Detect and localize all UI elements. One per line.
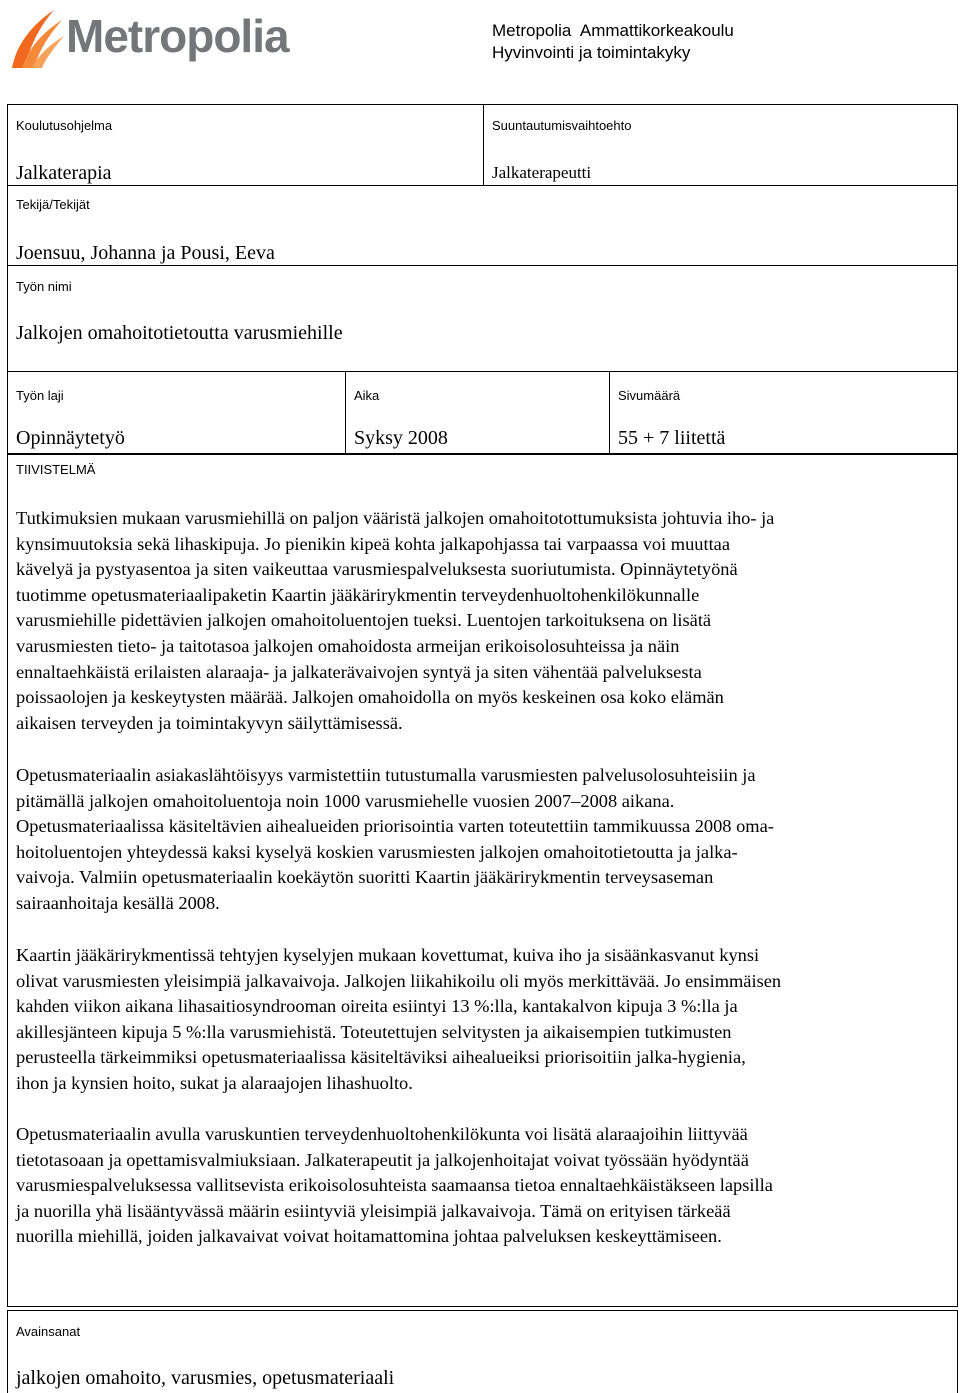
title-value: Jalkojen omahoitotietoutta varusmiehille	[16, 322, 343, 344]
abstract-line: Opetusmateriaalissa käsiteltävien aihealueiden priorisointia varten toteutettiin tammikuussa 2008 oma-	[16, 816, 774, 837]
abstract-section	[7, 455, 958, 1307]
metropolia-flame-icon	[8, 6, 66, 70]
abstract-line: Opetusmateriaalin avulla varuskuntien terveydenhuoltohenkilökunta voi lisätä alaraajoihin liittyvää	[16, 1124, 748, 1144]
abstract-line: kävelyä ja pystyasentoa ja siten vaikeuttaa varusmiespalveluksesta suoriutumista. Opinnäytetyönä	[16, 559, 738, 580]
abstract-paragraph	[16, 943, 946, 1097]
abstract-line: ja nuorilla yhä lisääntyvässä määrin esiintyviä yleisimpiä jalkavaivoja. Tämä on erityisen tärkeää	[16, 1200, 731, 1221]
pages-label: Sivumäärä	[618, 388, 681, 403]
degree-programme-value: Jalkaterapia	[16, 162, 112, 184]
abstract-paragraph	[16, 506, 946, 736]
type-value: Opinnäytetyö	[16, 427, 125, 449]
title-label: Työn nimi	[16, 279, 72, 294]
time-label: Aika	[354, 388, 380, 403]
specialisation-label: Suuntautumisvaihtoehto	[492, 118, 632, 133]
abstract-line: pitämällä jalkojen omahoitoluentoja noin 1000 varusmiehelle vuosien 2007–2008 aikana.	[16, 790, 675, 811]
time-value: Syksy 2008	[354, 427, 448, 449]
specialisation-cell	[483, 105, 957, 185]
abstract-line: vaivoja. Valmiin opetusmateriaalin koekäytön suoritti Kaartin jääkärirykmentin terveysaseman	[16, 867, 714, 888]
form-row-title	[8, 266, 957, 372]
abstract-line: ennaltaehkäistä erilaisten alaraaja- ja jalkaterävaivojen syntyä ja siten vähentää palveluksesta	[16, 661, 702, 682]
abstract-line: kynsimuutoksia sekä lihaskipuja. Jo pienikin kipeä kohta jalkapohjassa tai varpaassa voi muuttaa	[16, 533, 731, 554]
institution-block	[492, 20, 734, 64]
abstract-line: ihon ja kynsien hoito, sukat ja alaraajojen lihashuolto.	[16, 1072, 413, 1093]
abstract-line: olivat varusmiesten yleisimpiä jalkavaivoja. Jalkojen liikahikoilu oli myös merkittävää. Jo ensimmäisen	[16, 970, 782, 991]
keywords-label: Avainsanat	[16, 1324, 81, 1339]
abstract-line: varusmiespalveluksessa vallitsevista erikoisolosuhteista saamaansa tietoa ennaltaehkäistäkseen lapsilla	[16, 1175, 773, 1196]
abstract-line: varusmiesten tieto- ja taitotasoa jalkojen omahoidosta armeijan erikoisolosuhteissa ja näin	[16, 635, 680, 656]
abstract-line: akillesjänteen kipuja 5 %:lla varusmiehistä. Toteutettujen selvitysten ja aikaisempien tutkimusten	[16, 1021, 732, 1042]
abstract-line: perusteella tärkeimmiksi opetusmateriaalissa käsiteltäviksi aihealueiksi priorisoitiin jalka-hygienia,	[16, 1047, 746, 1068]
specialisation-value: Jalkaterapeutti	[492, 163, 592, 182]
pages-value: 55 + 7 liitettä	[618, 427, 726, 449]
form-row-type	[8, 372, 957, 454]
abstract-line: varusmiehille pidettävien jalkojen omahoitoluentojen tueksi. Luentojen tarkoituksena on lisätä	[16, 610, 712, 631]
pages-cell	[609, 372, 957, 453]
description-form	[7, 104, 958, 455]
abstract-line: tietotasoaan ja opettamisvalmiuksiaan. Jalkaterapeutit ja jalkojenhoitajat voivat työssään hyödyntää	[16, 1149, 749, 1170]
type-label: Työn laji	[16, 388, 64, 403]
abstract-line: aikaisen terveyden ja toimintakyvyn säilyttämisessä.	[16, 712, 403, 733]
abstract-paragraph	[16, 1122, 946, 1250]
abstract-line: hoitoluentojen yhteydessä kaksi kyselyä koskien varusmiesten jalkojen omahoitotietoutta ja jalka-	[16, 841, 738, 862]
time-cell	[345, 372, 609, 453]
type-cell	[8, 372, 345, 453]
abstract-line: nuorilla miehillä, joiden jalkavaivat voivat hoitamattomina johtaa palveluksen keskeyttämiseen.	[16, 1226, 722, 1247]
abstract-paragraph	[16, 763, 946, 917]
abstract-label: TIIVISTELMÄ	[16, 462, 96, 477]
metropolia-logo	[8, 6, 289, 70]
abstract-line: Opetusmateriaalin asiakaslähtöisyys varmistettiin tutustumalla varusmiesten palvelusolosuhteisiin ja	[16, 765, 756, 785]
logo-wordmark: Metropolia	[66, 10, 289, 62]
form-row-programme	[8, 105, 957, 186]
abstract-line: poissaolojen ja keskeytysten määrää. Jalkojen omahoidolla on myös keskeinen osa koko elämän	[16, 687, 724, 708]
degree-programme-cell	[8, 105, 483, 185]
authors-value: Joensuu, Johanna ja Pousi, Eeva	[16, 242, 275, 264]
abstract-line: Tutkimuksien mukaan varusmiehillä on paljon vääristä jalkojen omahoitotottumuksista johtuvia iho- ja	[16, 508, 775, 528]
form-row-authors	[8, 186, 957, 266]
degree-programme-label: Koulutusohjelma	[16, 118, 113, 133]
keywords-value: jalkojen omahoito, varusmies, opetusmateriaali	[16, 1367, 395, 1389]
abstract-line: sairaanhoitaja kesällä 2008.	[16, 892, 220, 913]
abstract-line: Kaartin jääkärirykmentissä tehtyjen kyselyjen mukaan kovettumat, kuiva iho ja sisäänkasvanut kynsi	[16, 945, 760, 965]
authors-label: Tekijä/Tekijät	[16, 197, 90, 212]
abstract-line: tuotimme opetusmateriaalipaketin Kaartin jääkärirykmentin terveydenhuoltohenkilökunnalle	[16, 584, 700, 605]
abstract-line: kahden viikon aikana lihasaitiosyndrooman oireita esiintyi 13 %:lla, kantakalvon kipuja 3 %:lla ja	[16, 996, 738, 1017]
institution-name: Metropolia Ammattikorkeakoulu	[492, 21, 734, 40]
department-name: Hyvinvointi ja toimintakyky	[492, 43, 691, 62]
keywords-section	[7, 1310, 958, 1393]
